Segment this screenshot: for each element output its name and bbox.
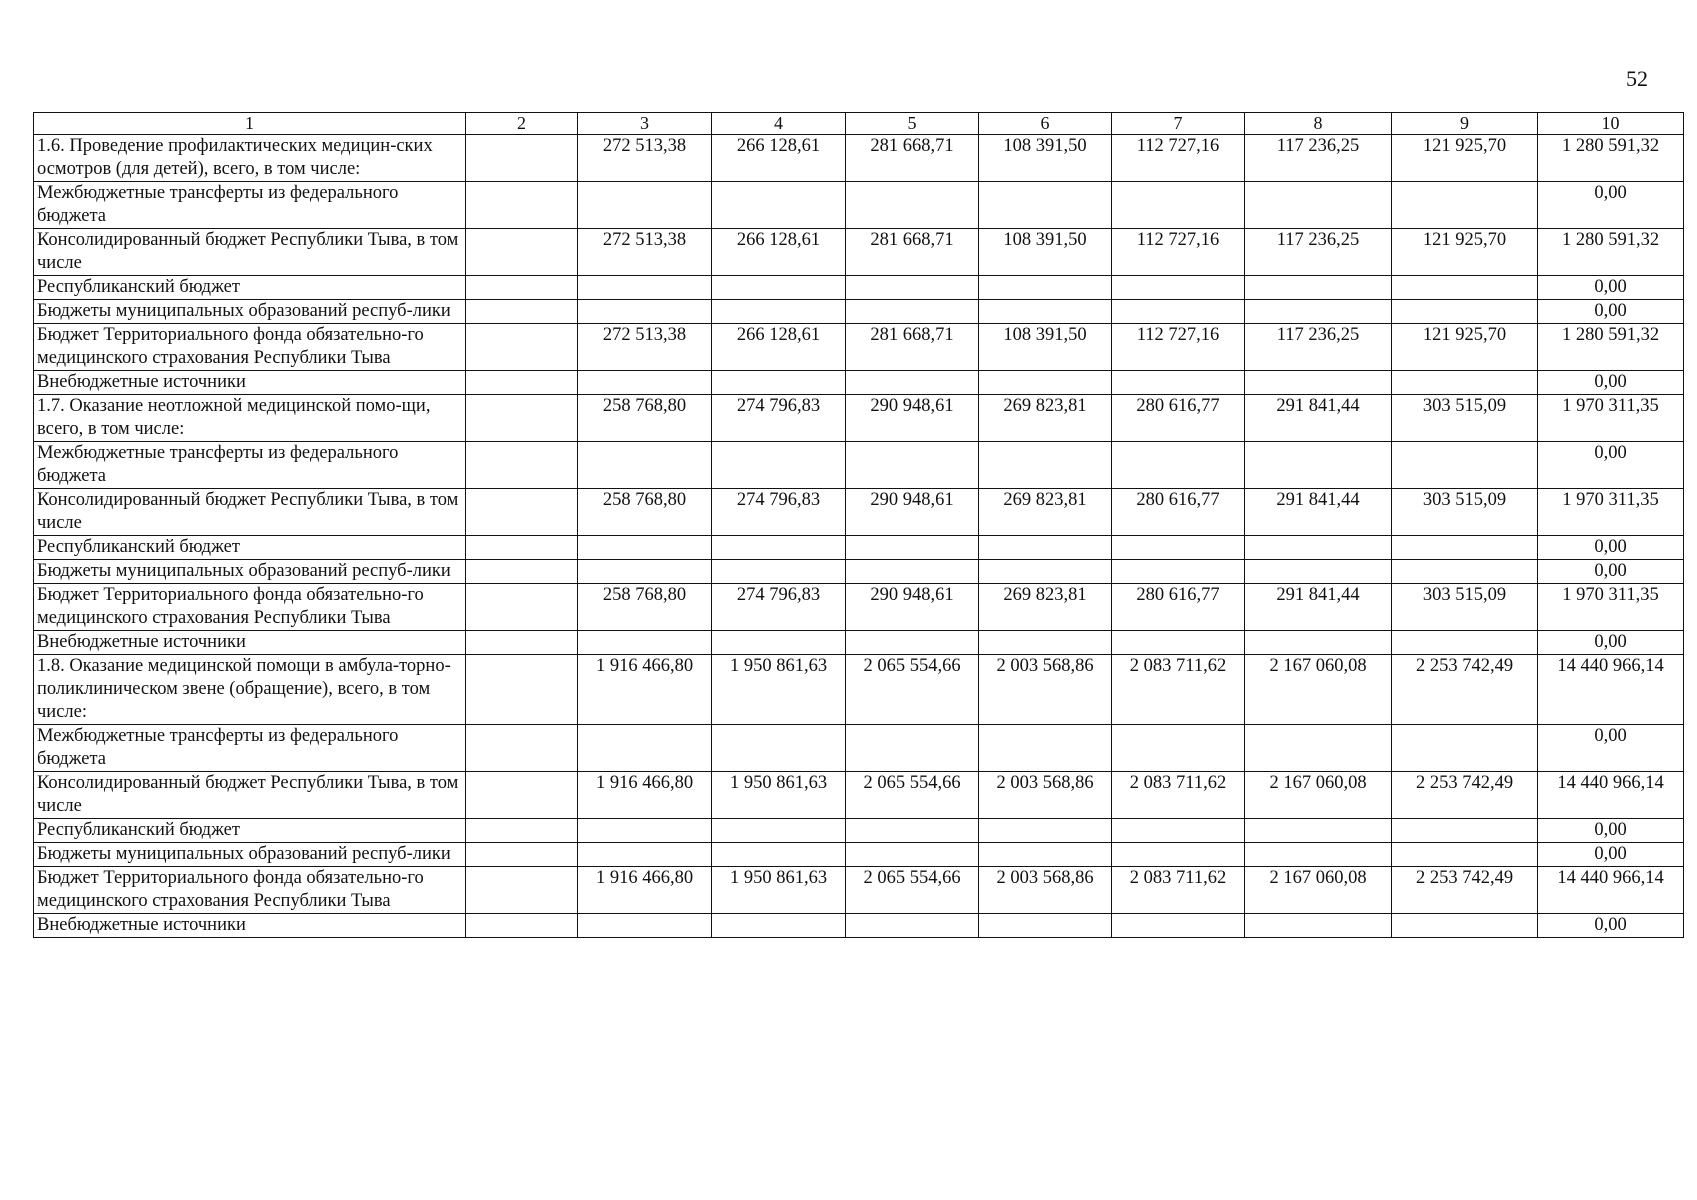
total-cell: 0,00 [1538, 536, 1684, 560]
value-cell-c2 [466, 395, 578, 442]
column-number: 9 [1392, 113, 1538, 135]
value-cell-c3 [578, 914, 712, 938]
value-cell-c7 [1112, 560, 1245, 584]
row-label: Бюджет Территориального фонда обязательно-го медицинского страхования Республики Тыва [34, 867, 466, 914]
budget-table [33, 112, 1684, 938]
value-cell-c2 [466, 655, 578, 725]
value-cell-c4: 266 128,61 [712, 324, 846, 371]
value-cell-c9: 303 515,09 [1392, 489, 1538, 536]
value-cell-c3: 272 513,38 [578, 135, 712, 182]
value-cell-c3: 1 916 466,80 [578, 655, 712, 725]
value-cell-c3: 258 768,80 [578, 395, 712, 442]
value-cell-c4: 274 796,83 [712, 584, 846, 631]
total-cell: 1 970 311,35 [1538, 395, 1684, 442]
value-cell-c8: 291 841,44 [1245, 584, 1392, 631]
value-cell-c9: 303 515,09 [1392, 584, 1538, 631]
column-number: 2 [466, 113, 578, 135]
value-cell-c6 [979, 560, 1112, 584]
value-cell-c4 [712, 182, 846, 229]
value-cell-c9 [1392, 631, 1538, 655]
value-cell-c7 [1112, 725, 1245, 772]
value-cell-c9 [1392, 442, 1538, 489]
value-cell-c2 [466, 584, 578, 631]
value-cell-c3: 258 768,80 [578, 489, 712, 536]
value-cell-c5 [846, 560, 979, 584]
value-cell-c5: 290 948,61 [846, 395, 979, 442]
value-cell-c8 [1245, 819, 1392, 843]
value-cell-c9 [1392, 276, 1538, 300]
value-cell-c7 [1112, 914, 1245, 938]
value-cell-c7 [1112, 843, 1245, 867]
total-cell: 1 970 311,35 [1538, 489, 1684, 536]
column-number-row [34, 113, 1684, 135]
table-row [34, 300, 1684, 324]
table-row [34, 914, 1684, 938]
column-number: 7 [1112, 113, 1245, 135]
value-cell-c6 [979, 276, 1112, 300]
total-cell: 14 440 966,14 [1538, 655, 1684, 725]
row-label: Консолидированный бюджет Республики Тыва, в том числе [34, 772, 466, 819]
value-cell-c7: 2 083 711,62 [1112, 655, 1245, 725]
value-cell-c2 [466, 843, 578, 867]
value-cell-c8 [1245, 300, 1392, 324]
row-label: Бюджеты муниципальных образований респуб-лики [34, 300, 466, 324]
row-label: 1.8. Оказание медицинской помощи в амбула-торно-поликлиническом звене (обращение), всего, в том числе: [34, 655, 466, 725]
value-cell-c8 [1245, 725, 1392, 772]
page-number: 52 [1626, 66, 1648, 91]
value-cell-c6 [979, 725, 1112, 772]
value-cell-c3 [578, 276, 712, 300]
value-cell-c9: 303 515,09 [1392, 395, 1538, 442]
value-cell-c2 [466, 725, 578, 772]
value-cell-c8 [1245, 560, 1392, 584]
value-cell-c9 [1392, 819, 1538, 843]
value-cell-c6 [979, 631, 1112, 655]
value-cell-c2 [466, 371, 578, 395]
row-label: Республиканский бюджет [34, 276, 466, 300]
value-cell-c2 [466, 324, 578, 371]
value-cell-c9 [1392, 725, 1538, 772]
value-cell-c6: 108 391,50 [979, 135, 1112, 182]
table-row [34, 371, 1684, 395]
total-cell: 0,00 [1538, 819, 1684, 843]
value-cell-c5 [846, 371, 979, 395]
row-label: Межбюджетные трансферты из федерального бюджета [34, 442, 466, 489]
total-cell: 14 440 966,14 [1538, 867, 1684, 914]
table-row [34, 584, 1684, 631]
row-label: Консолидированный бюджет Республики Тыва, в том числе [34, 489, 466, 536]
table-row [34, 489, 1684, 536]
row-label: Внебюджетные источники [34, 631, 466, 655]
value-cell-c8: 117 236,25 [1245, 324, 1392, 371]
row-label: Бюджет Территориального фонда обязательно-го медицинского страхования Республики Тыва [34, 324, 466, 371]
total-cell: 0,00 [1538, 300, 1684, 324]
total-cell: 0,00 [1538, 725, 1684, 772]
value-cell-c7: 2 083 711,62 [1112, 772, 1245, 819]
table-row [34, 442, 1684, 489]
value-cell-c2 [466, 182, 578, 229]
value-cell-c6 [979, 536, 1112, 560]
table-row [34, 772, 1684, 819]
value-cell-c7 [1112, 819, 1245, 843]
value-cell-c5 [846, 843, 979, 867]
value-cell-c3 [578, 182, 712, 229]
value-cell-c6 [979, 371, 1112, 395]
table-row [34, 560, 1684, 584]
value-cell-c4 [712, 631, 846, 655]
column-number: 8 [1245, 113, 1392, 135]
value-cell-c7 [1112, 300, 1245, 324]
value-cell-c3: 1 916 466,80 [578, 867, 712, 914]
value-cell-c5 [846, 182, 979, 229]
value-cell-c6 [979, 182, 1112, 229]
value-cell-c5 [846, 442, 979, 489]
value-cell-c2 [466, 914, 578, 938]
value-cell-c4 [712, 725, 846, 772]
value-cell-c5: 281 668,71 [846, 324, 979, 371]
total-cell: 14 440 966,14 [1538, 772, 1684, 819]
value-cell-c7: 280 616,77 [1112, 489, 1245, 536]
row-label: Бюджет Территориального фонда обязательно-го медицинского страхования Республики Тыва [34, 584, 466, 631]
value-cell-c5 [846, 819, 979, 843]
value-cell-c9 [1392, 536, 1538, 560]
total-cell: 0,00 [1538, 843, 1684, 867]
value-cell-c3 [578, 442, 712, 489]
value-cell-c8: 2 167 060,08 [1245, 772, 1392, 819]
value-cell-c6: 2 003 568,86 [979, 655, 1112, 725]
value-cell-c3 [578, 843, 712, 867]
value-cell-c6 [979, 300, 1112, 324]
column-number: 6 [979, 113, 1112, 135]
row-label: Межбюджетные трансферты из федерального бюджета [34, 725, 466, 772]
value-cell-c9: 2 253 742,49 [1392, 867, 1538, 914]
table-row [34, 182, 1684, 229]
row-label: Внебюджетные источники [34, 914, 466, 938]
value-cell-c4: 266 128,61 [712, 229, 846, 276]
row-label: Республиканский бюджет [34, 536, 466, 560]
row-label: 1.7. Оказание неотложной медицинской помо-щи, всего, в том числе: [34, 395, 466, 442]
value-cell-c3: 1 916 466,80 [578, 772, 712, 819]
value-cell-c9: 121 925,70 [1392, 135, 1538, 182]
value-cell-c6 [979, 914, 1112, 938]
value-cell-c9: 121 925,70 [1392, 324, 1538, 371]
table-row [34, 843, 1684, 867]
value-cell-c4 [712, 371, 846, 395]
value-cell-c9 [1392, 843, 1538, 867]
row-label: Бюджеты муниципальных образований респуб-лики [34, 560, 466, 584]
value-cell-c3: 272 513,38 [578, 229, 712, 276]
value-cell-c7 [1112, 371, 1245, 395]
value-cell-c5: 290 948,61 [846, 489, 979, 536]
total-cell: 0,00 [1538, 631, 1684, 655]
value-cell-c8 [1245, 276, 1392, 300]
value-cell-c6: 108 391,50 [979, 229, 1112, 276]
value-cell-c5: 2 065 554,66 [846, 772, 979, 819]
value-cell-c5 [846, 300, 979, 324]
value-cell-c3 [578, 371, 712, 395]
column-number: 1 [34, 113, 466, 135]
value-cell-c6: 2 003 568,86 [979, 772, 1112, 819]
column-number: 4 [712, 113, 846, 135]
value-cell-c2 [466, 536, 578, 560]
value-cell-c8 [1245, 631, 1392, 655]
value-cell-c7: 2 083 711,62 [1112, 867, 1245, 914]
table-row [34, 395, 1684, 442]
value-cell-c9 [1392, 914, 1538, 938]
value-cell-c4 [712, 843, 846, 867]
row-label: Внебюджетные источники [34, 371, 466, 395]
total-cell: 0,00 [1538, 276, 1684, 300]
value-cell-c2 [466, 631, 578, 655]
row-label: Республиканский бюджет [34, 819, 466, 843]
value-cell-c8: 291 841,44 [1245, 489, 1392, 536]
value-cell-c5: 2 065 554,66 [846, 655, 979, 725]
column-number: 5 [846, 113, 979, 135]
table-row [34, 819, 1684, 843]
table-row [34, 631, 1684, 655]
value-cell-c7 [1112, 276, 1245, 300]
value-cell-c4 [712, 276, 846, 300]
value-cell-c9: 121 925,70 [1392, 229, 1538, 276]
value-cell-c3 [578, 560, 712, 584]
value-cell-c5: 2 065 554,66 [846, 867, 979, 914]
value-cell-c3: 258 768,80 [578, 584, 712, 631]
total-cell: 0,00 [1538, 371, 1684, 395]
value-cell-c8: 2 167 060,08 [1245, 867, 1392, 914]
value-cell-c9 [1392, 182, 1538, 229]
value-cell-c4 [712, 442, 846, 489]
value-cell-c6: 269 823,81 [979, 584, 1112, 631]
value-cell-c7 [1112, 442, 1245, 489]
value-cell-c6: 108 391,50 [979, 324, 1112, 371]
value-cell-c3 [578, 725, 712, 772]
total-cell: 0,00 [1538, 914, 1684, 938]
value-cell-c4: 1 950 861,63 [712, 772, 846, 819]
value-cell-c2 [466, 229, 578, 276]
value-cell-c3 [578, 819, 712, 843]
table-row [34, 655, 1684, 725]
value-cell-c7 [1112, 536, 1245, 560]
value-cell-c7: 112 727,16 [1112, 135, 1245, 182]
table-row [34, 276, 1684, 300]
value-cell-c5 [846, 631, 979, 655]
value-cell-c4: 1 950 861,63 [712, 867, 846, 914]
total-cell: 0,00 [1538, 442, 1684, 489]
value-cell-c7 [1112, 631, 1245, 655]
value-cell-c5: 290 948,61 [846, 584, 979, 631]
value-cell-c2 [466, 442, 578, 489]
row-label: Межбюджетные трансферты из федерального бюджета [34, 182, 466, 229]
value-cell-c4 [712, 300, 846, 324]
value-cell-c7: 112 727,16 [1112, 229, 1245, 276]
value-cell-c6: 269 823,81 [979, 489, 1112, 536]
value-cell-c5 [846, 276, 979, 300]
value-cell-c9 [1392, 371, 1538, 395]
value-cell-c4 [712, 819, 846, 843]
total-cell: 1 280 591,32 [1538, 229, 1684, 276]
value-cell-c4 [712, 914, 846, 938]
value-cell-c7 [1112, 182, 1245, 229]
table-row [34, 229, 1684, 276]
value-cell-c5 [846, 725, 979, 772]
table-row [34, 536, 1684, 560]
value-cell-c7: 280 616,77 [1112, 395, 1245, 442]
value-cell-c8 [1245, 536, 1392, 560]
value-cell-c3 [578, 300, 712, 324]
table-body [34, 113, 1684, 938]
value-cell-c9: 2 253 742,49 [1392, 655, 1538, 725]
row-label: 1.6. Проведение профилактических медицин-ских осмотров (для детей), всего, в том числе: [34, 135, 466, 182]
value-cell-c2 [466, 819, 578, 843]
value-cell-c2 [466, 135, 578, 182]
value-cell-c8 [1245, 914, 1392, 938]
row-label: Консолидированный бюджет Республики Тыва, в том числе [34, 229, 466, 276]
value-cell-c2 [466, 867, 578, 914]
value-cell-c8: 117 236,25 [1245, 229, 1392, 276]
table-row [34, 867, 1684, 914]
value-cell-c8 [1245, 843, 1392, 867]
total-cell: 1 280 591,32 [1538, 135, 1684, 182]
column-number: 3 [578, 113, 712, 135]
value-cell-c2 [466, 772, 578, 819]
value-cell-c2 [466, 276, 578, 300]
table-row [34, 725, 1684, 772]
table-row [34, 324, 1684, 371]
value-cell-c6: 2 003 568,86 [979, 867, 1112, 914]
value-cell-c2 [466, 489, 578, 536]
value-cell-c4 [712, 560, 846, 584]
value-cell-c4: 274 796,83 [712, 489, 846, 536]
value-cell-c5 [846, 914, 979, 938]
value-cell-c8: 291 841,44 [1245, 395, 1392, 442]
value-cell-c3 [578, 631, 712, 655]
value-cell-c2 [466, 560, 578, 584]
value-cell-c8: 2 167 060,08 [1245, 655, 1392, 725]
value-cell-c4: 274 796,83 [712, 395, 846, 442]
value-cell-c8 [1245, 371, 1392, 395]
total-cell: 1 280 591,32 [1538, 324, 1684, 371]
row-label: Бюджеты муниципальных образований респуб-лики [34, 843, 466, 867]
total-cell: 0,00 [1538, 560, 1684, 584]
total-cell: 0,00 [1538, 182, 1684, 229]
value-cell-c9 [1392, 300, 1538, 324]
value-cell-c4: 1 950 861,63 [712, 655, 846, 725]
value-cell-c2 [466, 300, 578, 324]
value-cell-c5 [846, 536, 979, 560]
value-cell-c8: 117 236,25 [1245, 135, 1392, 182]
value-cell-c7: 280 616,77 [1112, 584, 1245, 631]
value-cell-c5: 281 668,71 [846, 135, 979, 182]
value-cell-c6 [979, 442, 1112, 489]
value-cell-c7: 112 727,16 [1112, 324, 1245, 371]
value-cell-c6: 269 823,81 [979, 395, 1112, 442]
value-cell-c9 [1392, 560, 1538, 584]
value-cell-c8 [1245, 442, 1392, 489]
value-cell-c6 [979, 819, 1112, 843]
value-cell-c8 [1245, 182, 1392, 229]
value-cell-c4 [712, 536, 846, 560]
table-row [34, 135, 1684, 182]
value-cell-c4: 266 128,61 [712, 135, 846, 182]
column-number: 10 [1538, 113, 1684, 135]
value-cell-c3 [578, 536, 712, 560]
value-cell-c5: 281 668,71 [846, 229, 979, 276]
value-cell-c3: 272 513,38 [578, 324, 712, 371]
total-cell: 1 970 311,35 [1538, 584, 1684, 631]
value-cell-c9: 2 253 742,49 [1392, 772, 1538, 819]
value-cell-c6 [979, 843, 1112, 867]
